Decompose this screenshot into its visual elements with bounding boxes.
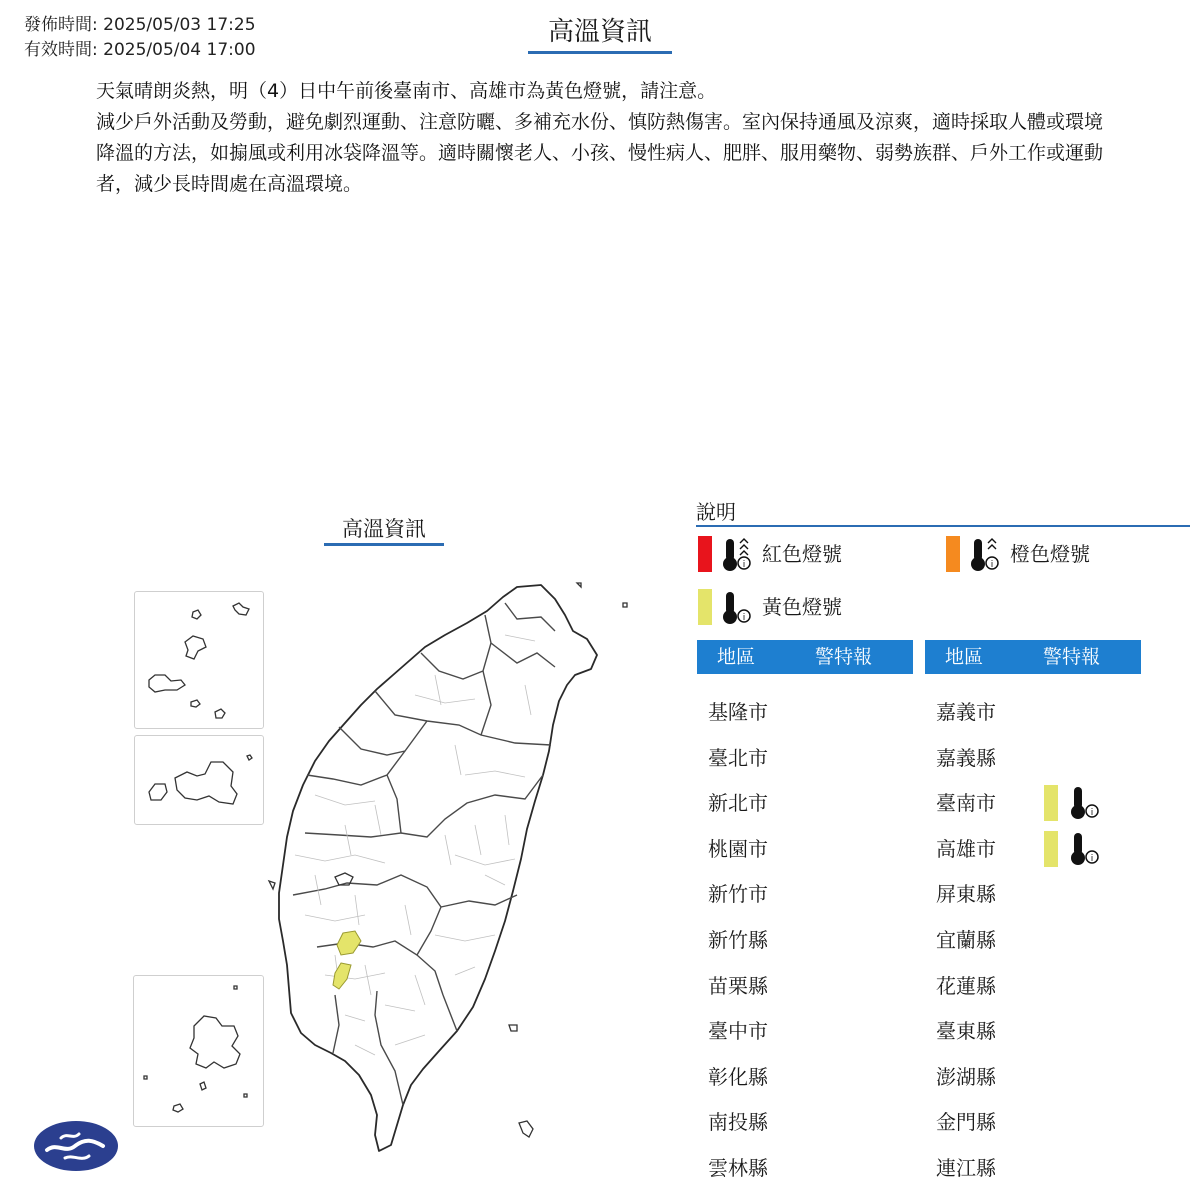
region-name: 臺東縣 <box>936 1019 996 1043</box>
issue-time-value: 2025/05/03 17:25 <box>103 15 256 35</box>
page-title-underline <box>528 51 672 54</box>
issue-time <box>24 13 256 37</box>
legend-red-swatch <box>698 536 712 572</box>
region-name: 連江縣 <box>936 1156 996 1180</box>
inset-penghu <box>133 975 264 1127</box>
region-name: 高雄市 <box>936 837 996 861</box>
warning-yellow-swatch <box>1044 831 1058 867</box>
region-name: 南投縣 <box>708 1110 768 1134</box>
warning-yellow-swatch <box>1044 785 1058 821</box>
svg-text:i: i <box>742 613 746 623</box>
region-name: 苗栗縣 <box>708 974 768 998</box>
page-title: 高溫資訊 <box>547 17 652 47</box>
legend-yellow-swatch <box>698 589 712 625</box>
region-name: 新竹市 <box>708 882 768 906</box>
legend-red-label: 紅色燈號 <box>762 542 842 566</box>
map-title: 高溫資訊 <box>342 517 426 541</box>
region-name: 澎湖縣 <box>936 1065 996 1089</box>
thermometer-alert-icon <box>966 535 1000 573</box>
column-header-warning: 警特報 <box>1043 646 1101 668</box>
region-name: 基隆市 <box>708 700 768 724</box>
legend-orange-swatch <box>946 536 960 572</box>
valid-time-label: 有效時間: <box>24 40 98 60</box>
map-title-underline <box>324 543 444 546</box>
column-header-region: 地區 <box>945 646 984 668</box>
region-name: 新竹縣 <box>708 928 768 952</box>
thermometer-alert-icon <box>718 588 752 626</box>
issue-time-label: 發佈時間: <box>24 15 98 35</box>
region-name: 嘉義市 <box>936 700 996 724</box>
table-header-left <box>697 640 913 674</box>
svg-text:i: i <box>1090 808 1094 818</box>
inset-matsu-shapes <box>135 592 263 728</box>
svg-text:i: i <box>742 560 746 570</box>
svg-text:i: i <box>1090 854 1094 864</box>
taiwan-map <box>255 575 630 1160</box>
region-name: 宜蘭縣 <box>936 928 996 952</box>
valid-time <box>24 38 256 62</box>
region-name: 臺中市 <box>708 1019 768 1043</box>
region-name: 臺北市 <box>708 746 768 770</box>
region-name: 花蓮縣 <box>936 974 996 998</box>
region-name: 嘉義縣 <box>936 746 996 770</box>
inset-kinmen-shapes <box>135 736 263 824</box>
inset-matsu <box>134 591 264 729</box>
thermometer-alert-icon <box>1066 829 1100 867</box>
region-name: 桃園市 <box>708 837 768 861</box>
column-header-warning: 警特報 <box>815 646 873 668</box>
valid-time-value: 2025/05/04 17:00 <box>103 40 256 60</box>
region-name: 彰化縣 <box>708 1065 768 1089</box>
column-header-region: 地區 <box>717 646 756 668</box>
inset-penghu-shapes <box>134 976 263 1126</box>
region-name: 金門縣 <box>936 1110 996 1134</box>
inset-kinmen <box>134 735 264 825</box>
svg-text:i: i <box>990 560 994 570</box>
region-name: 雲林縣 <box>708 1156 768 1180</box>
region-name: 臺南市 <box>936 791 996 815</box>
thermometer-alert-icon <box>1066 783 1100 821</box>
description <box>96 76 1106 200</box>
legend-yellow-label: 黃色燈號 <box>762 595 842 619</box>
region-name: 新北市 <box>708 791 768 815</box>
legend-title: 說明 <box>696 500 736 524</box>
description-line-2: 減少戶外活動及勞動，避免劇烈運動、注意防曬、多補充水份、慎防熱傷害。室內保持通風及涼爽，適時採取人體或環境降溫的方法，如搧風或利用冰袋降溫等。適時關懷老人、小孩、慢性病人、肥胖、服用藥物、弱勢族群、戶外工作或運動者，減少長時間處在高溫環境。 <box>96 111 1104 195</box>
description-line-1: 天氣晴朗炎熱，明（4）日中午前後臺南市、高雄市為黃色燈號，請注意。 <box>96 80 717 102</box>
region-name: 屏東縣 <box>936 882 996 906</box>
table-header-right <box>925 640 1141 674</box>
thermometer-alert-icon <box>718 535 752 573</box>
legend-underline <box>696 525 1190 527</box>
legend-orange-label: 橙色燈號 <box>1010 542 1090 566</box>
cwa-logo <box>33 1120 119 1172</box>
